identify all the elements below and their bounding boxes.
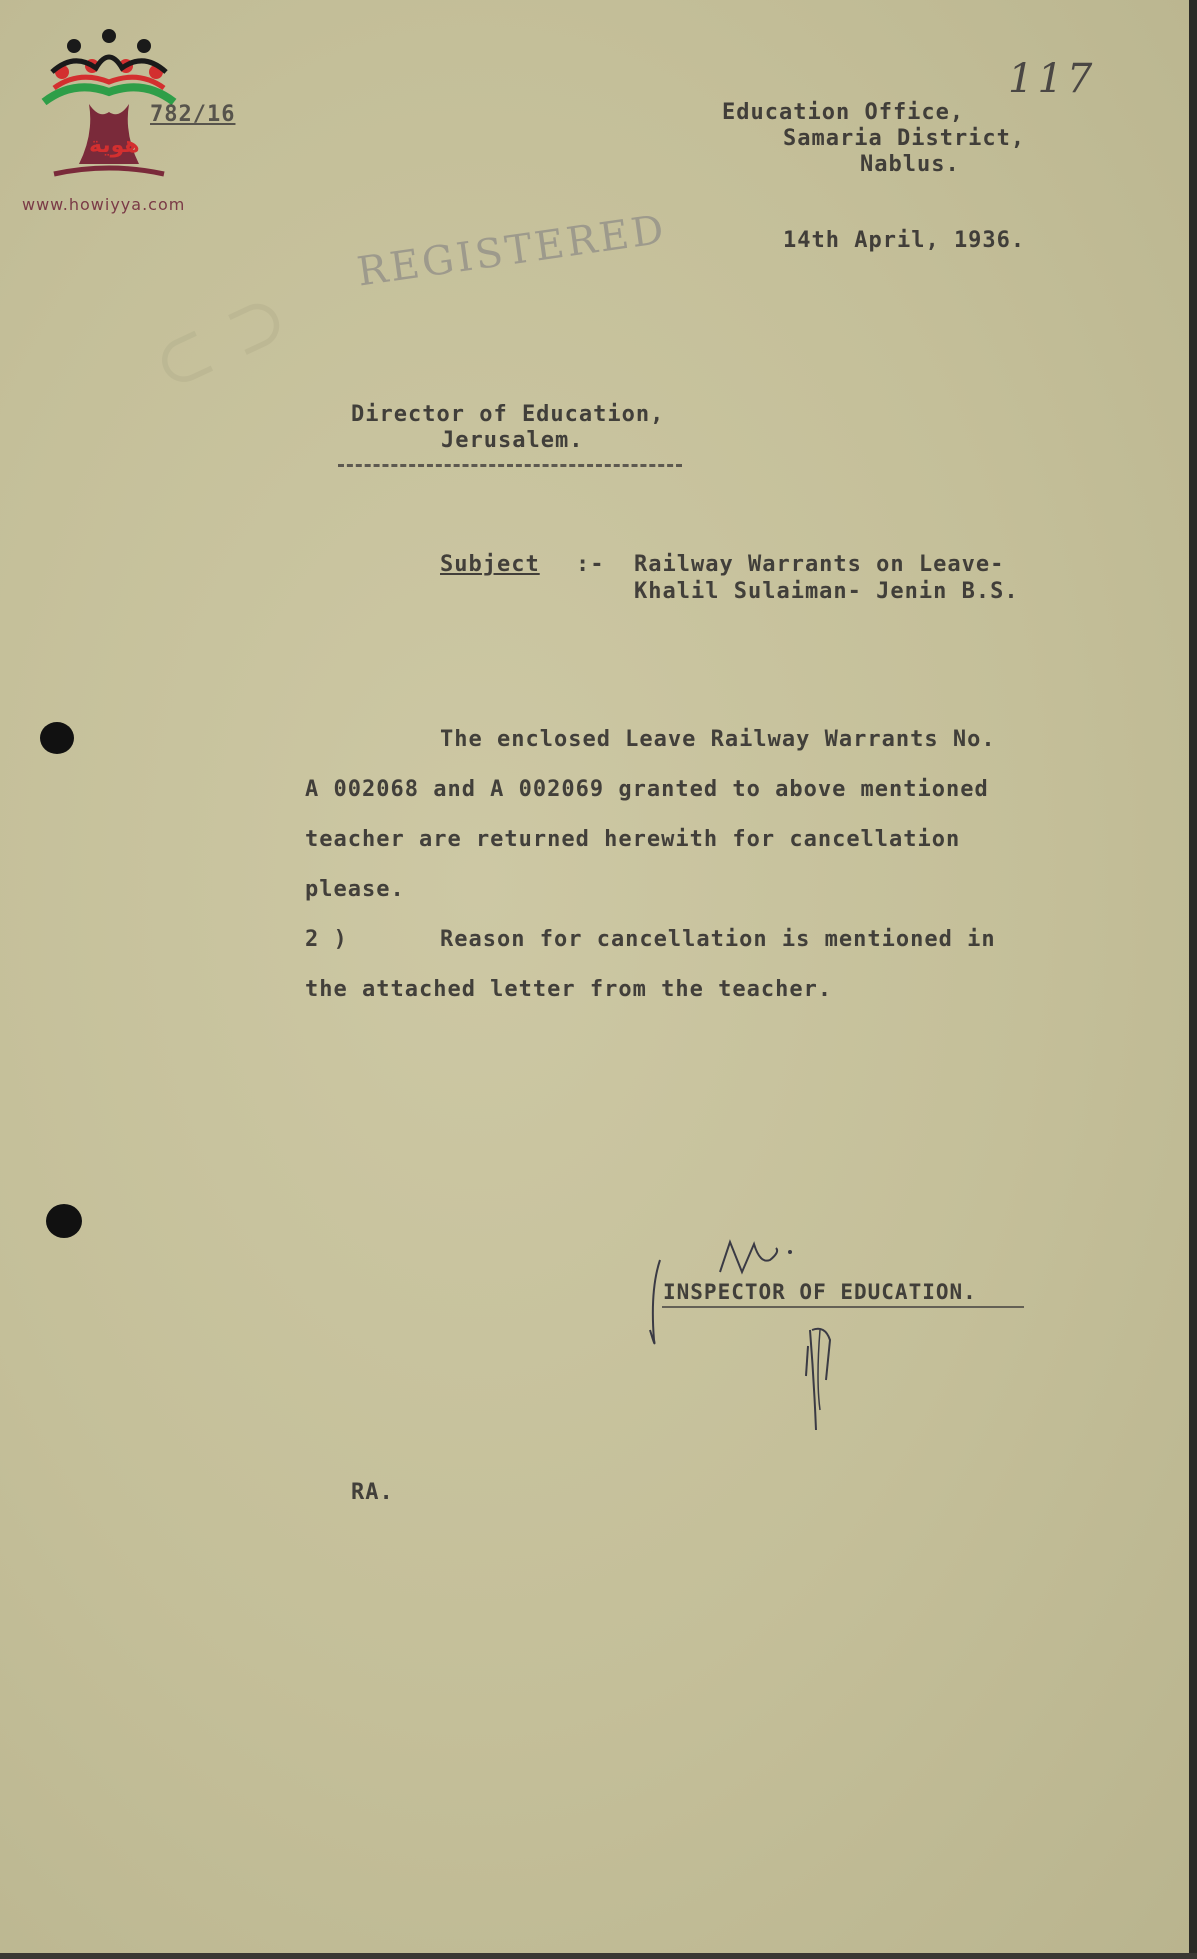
subject-line-1: Railway Warrants on Leave- — [634, 552, 1005, 577]
logo-url[interactable]: www.howiyya.com — [22, 195, 186, 214]
svg-text:هوية: هوية — [89, 133, 140, 158]
punch-hole-top — [40, 722, 74, 754]
letter-date: 14th April, 1936. — [783, 228, 1026, 253]
people-icon — [44, 29, 174, 102]
scan-edge-bottom — [0, 1953, 1197, 1959]
sender-office: Education Office, — [722, 100, 965, 125]
recipient-city: Jerusalem. — [441, 428, 584, 453]
body-line: teacher are returned herewith for cancellation — [305, 827, 961, 852]
file-reference: 782/16 — [150, 102, 236, 127]
sender-city: Nablus. — [860, 152, 960, 177]
registered-stamp: REGISTERED — [354, 206, 670, 296]
punch-hole-bottom — [46, 1204, 82, 1238]
scan-edge-right — [1189, 0, 1197, 1959]
folio-number: 117 — [1008, 56, 1097, 102]
recipient-divider — [338, 464, 682, 467]
body-line: A 002068 and A 002069 granted to above mentioned — [305, 777, 989, 802]
body-line: Reason for cancellation is mentioned in — [440, 927, 996, 952]
signature-line — [662, 1306, 1024, 1308]
body-line: please. — [305, 877, 405, 902]
sender-district: Samaria District, — [783, 126, 1026, 151]
background-watermark: ⊂ ⊃ — [139, 274, 301, 408]
signatory-title: INSPECTOR OF EDUCATION. — [663, 1280, 977, 1304]
typist-initials: RA. — [351, 1480, 394, 1505]
subject-label: Subject — [440, 552, 540, 577]
body-line: the attached letter from the teacher. — [305, 977, 833, 1002]
recipient-title: Director of Education, — [351, 402, 665, 427]
subject-line-2: Khalil Sulaiman- Jenin B.S. — [634, 579, 1019, 604]
subject-separator: :- — [576, 552, 605, 577]
paragraph-number: 2 ) — [305, 927, 348, 952]
body-line: The enclosed Leave Railway Warrants No. — [440, 727, 996, 752]
tree-icon — [54, 104, 164, 174]
